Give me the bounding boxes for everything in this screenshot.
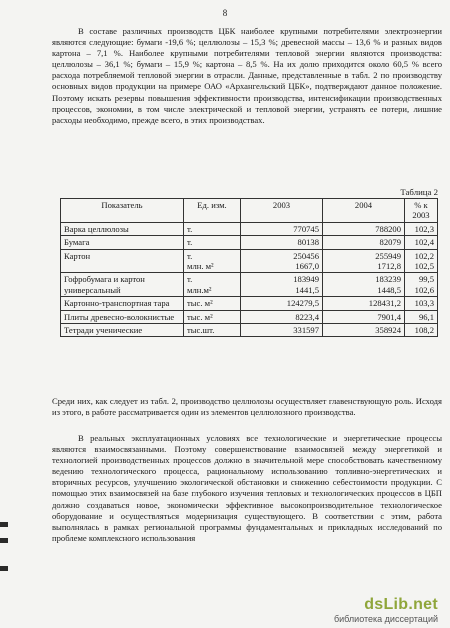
row-2004-line-1: 183239 (375, 274, 401, 285)
row-2003: 124279,5 (241, 297, 323, 310)
table-row (61, 310, 438, 323)
row-percent: 96,1 (405, 310, 438, 323)
header-percent: % к 2003 (405, 199, 438, 223)
table-row (61, 249, 438, 273)
row-unit: т. (184, 222, 241, 235)
row-name: Тетради ученические (61, 324, 184, 337)
row-2004: 788200 (323, 222, 405, 235)
header-2004: 2004 (323, 199, 405, 223)
scan-edge-mark (0, 566, 8, 571)
page-number: 8 (222, 8, 228, 18)
row-percent-line-2: 102,6 (414, 284, 434, 295)
row-2003-line-1: 183949 (293, 274, 319, 285)
table-header-row (61, 199, 438, 223)
row-2003: 331597 (241, 324, 323, 337)
scan-edge-mark (0, 538, 8, 543)
row-unit (184, 273, 241, 297)
table-row (61, 273, 438, 297)
row-2003-line-2: 1441,5 (295, 284, 319, 295)
paragraph-3: В реальных эксплуатационных условиях все технологические и энергетические процессы являются взаимосвязанными. Поэтому совершенствование взаимосвязей между энергетикой и технологией производственных процессов должно в значительной мере способствовать качественному ведению технологического процесса, рациональному использованию топливно-энергетических и вторичных ресурсов, улучшению экологической обстановки и снижению себестоимости продукции. С помощью этих взаимосвязей на базе глубокого изучения тепловых и технологических процессов в ЦБП должно создаваться новое, экономически эффективное высокопроизводительное технологическое оборудование и осуществляться модернизация существующего. В соответствии с этим, работа выполнялась в рамках региональной программы фундаментальных и прикладных исследований по проблеме комплексного использования (52, 433, 442, 543)
table-row (61, 222, 438, 235)
row-percent-line-2: 102,5 (414, 261, 434, 272)
row-unit-line-1: т. (187, 250, 193, 261)
row-2004: 358924 (323, 324, 405, 337)
row-2004-line-2: 1712,8 (377, 261, 401, 272)
row-name: Картон (61, 249, 184, 273)
row-percent-line-1: 99,5 (418, 274, 434, 285)
row-2003: 8223,4 (241, 310, 323, 323)
row-2003: 770745 (241, 222, 323, 235)
watermark-tagline: библиотека диссертаций (333, 614, 438, 624)
header-2003: 2003 (241, 199, 323, 223)
production-table (60, 198, 438, 337)
row-2004-line-2: 1448,5 (377, 284, 401, 295)
header-unit: Ед. изм. (184, 199, 241, 223)
row-name: Бумага (61, 236, 184, 249)
row-unit-line-2: млн.м² (187, 284, 212, 295)
row-unit: тыс.шт. (184, 324, 241, 337)
watermark-brand: dsLib.net (364, 596, 438, 613)
row-percent: 108,2 (405, 324, 438, 337)
row-2004: 82079 (323, 236, 405, 249)
table-caption: Таблица 2 (400, 187, 438, 197)
row-name: Картонно-транспортная тара (61, 297, 184, 310)
row-2004: 7901,4 (323, 310, 405, 323)
row-2003 (241, 273, 323, 297)
row-2004: 128431,2 (323, 297, 405, 310)
row-percent: 103,3 (405, 297, 438, 310)
paragraph-2: Среди них, как следует из табл. 2, производство целлюлозы осуществляет главенствующую роль. Исходя из этого, в работе рассматривается один из элементов целлюлозного производства. (52, 396, 442, 418)
table-row (61, 324, 438, 337)
row-unit-line-1: т. (187, 274, 193, 285)
row-percent (405, 249, 438, 273)
row-name: Варка целлюлозы (61, 222, 184, 235)
row-percent-line-1: 102,2 (414, 250, 434, 261)
row-name: Плиты древесно-волокнистые (61, 310, 184, 323)
row-2003 (241, 249, 323, 273)
row-percent: 102,3 (405, 222, 438, 235)
row-2003-line-1: 250456 (293, 250, 319, 261)
row-percent: 102,4 (405, 236, 438, 249)
row-unit (184, 249, 241, 273)
row-2003: 80138 (241, 236, 323, 249)
row-2004-line-1: 255949 (375, 250, 401, 261)
row-unit: тыс. м² (184, 297, 241, 310)
row-unit-line-2: млн. м² (187, 261, 214, 272)
row-percent (405, 273, 438, 297)
row-2004 (323, 249, 405, 273)
table-row (61, 236, 438, 249)
site-watermark (334, 596, 438, 624)
row-2004 (323, 273, 405, 297)
row-2003-line-2: 1667,0 (295, 261, 319, 272)
row-unit: т. (184, 236, 241, 249)
row-name: Гофробумага и картон универсальный (61, 273, 184, 297)
table-row (61, 297, 438, 310)
paragraph-1: В составе различных производств ЦБК наиболее крупными потребителями электроэнергии являются следующие: бумаги -19,6 %; целлюлозы – 15,3 %; древесной массы – 13,6 % и разных видов картона – 7,1 %. Наиболее крупными потребителями тепловой энергии являются производства: целлюлозы – 36,1 %; бумаги – 15,9 %; картона – 8,5 %. На их долю приходится около 60,5 % всего расхода потребляемой тепловой энергии в отрасли. Данные, представленные в табл. 2 по производству основных видов продукции на примере ОАО «Архангельский ЦБК», подтверждают данное положение. Поэтому искать резервы повышения эффективности производства, интенсификации производственных процессов, экономии, в том числе электрической и тепловой энергии, устранять ее потери, лишние расходы необходимо, прежде всего, в этих производствах. (52, 26, 442, 125)
scan-edge-mark (0, 522, 8, 527)
row-unit: тыс. м² (184, 310, 241, 323)
header-indicator: Показатель (61, 199, 184, 223)
